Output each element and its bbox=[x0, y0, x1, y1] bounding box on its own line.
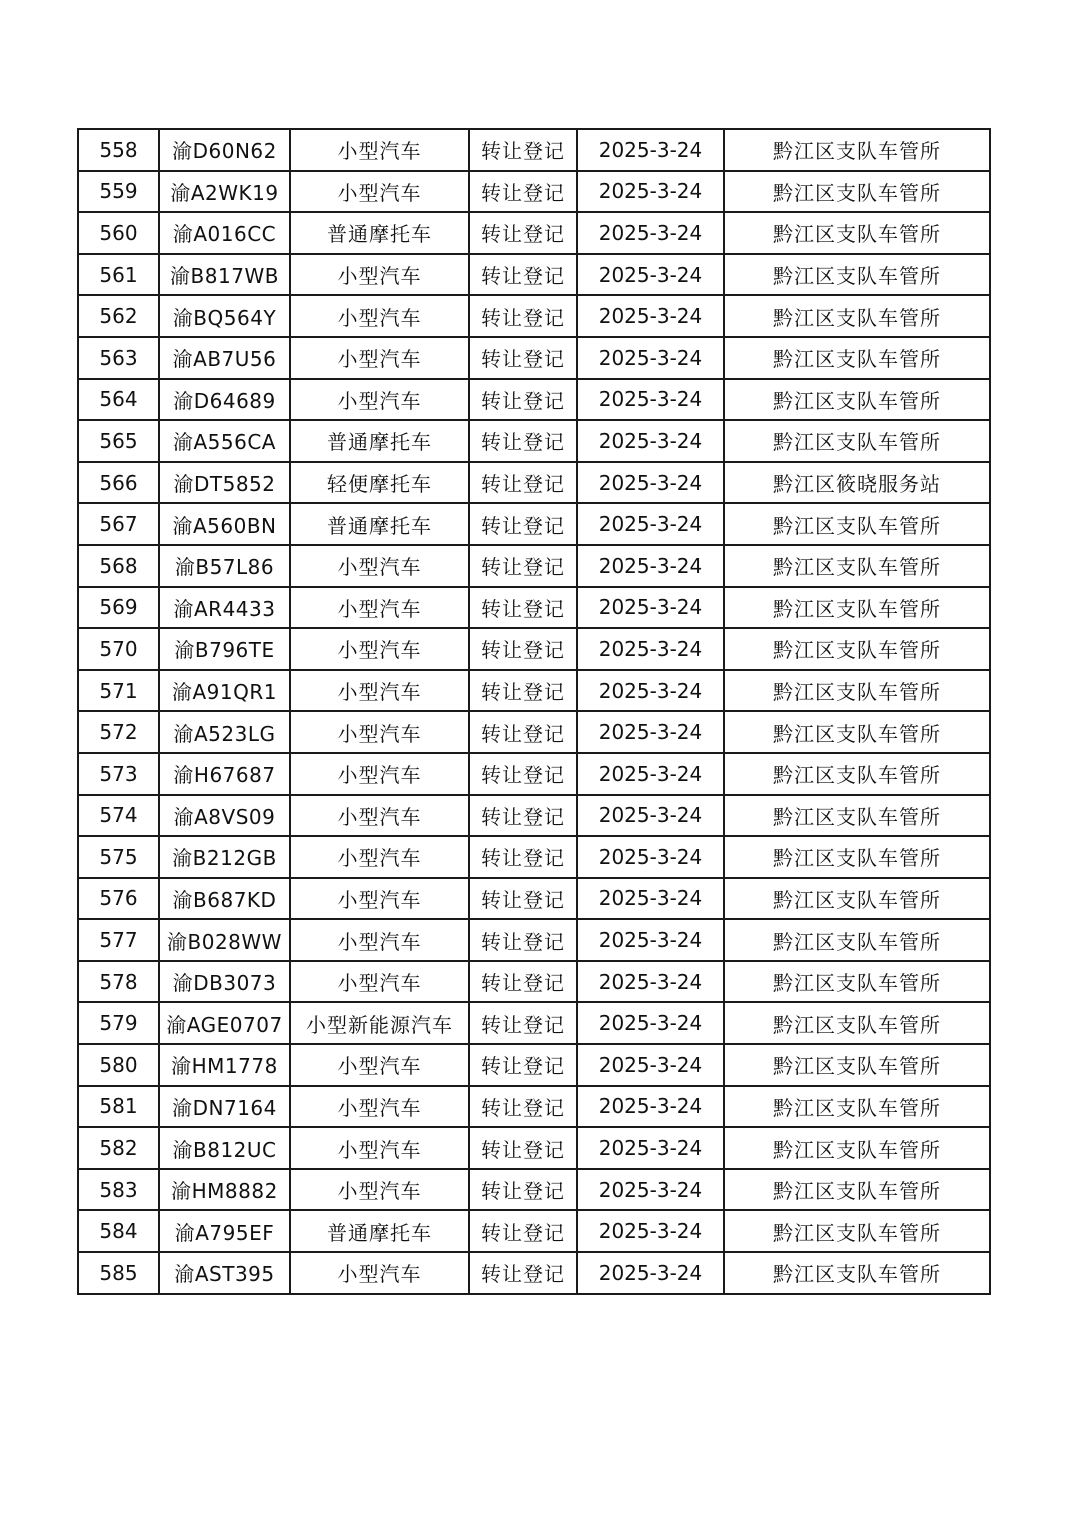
cell-business-type: 转让登记 bbox=[469, 129, 577, 171]
cell-office: 黔江区支队车管所 bbox=[724, 212, 990, 254]
cell-office: 黔江区支队车管所 bbox=[724, 503, 990, 545]
cell-business-type: 转让登记 bbox=[469, 670, 577, 712]
cell-plate-number: 渝A91QR1 bbox=[159, 670, 290, 712]
cell-vehicle-type: 小型新能源汽车 bbox=[290, 1002, 469, 1044]
cell-vehicle-type: 小型汽车 bbox=[290, 878, 469, 920]
cell-date: 2025-3-24 bbox=[577, 878, 724, 920]
cell-date: 2025-3-24 bbox=[577, 628, 724, 670]
cell-business-type: 转让登记 bbox=[469, 295, 577, 337]
cell-date: 2025-3-24 bbox=[577, 420, 724, 462]
cell-business-type: 转让登记 bbox=[469, 961, 577, 1003]
cell-plate-number: 渝AST395 bbox=[159, 1252, 290, 1294]
cell-plate-number: 渝A523LG bbox=[159, 711, 290, 753]
table-row bbox=[78, 961, 990, 1003]
cell-date: 2025-3-24 bbox=[577, 795, 724, 837]
cell-office: 黔江区支队车管所 bbox=[724, 1252, 990, 1294]
table-row bbox=[78, 254, 990, 296]
cell-plate-number: 渝AR4433 bbox=[159, 587, 290, 629]
cell-plate-number: 渝A795EF bbox=[159, 1210, 290, 1252]
cell-vehicle-type: 小型汽车 bbox=[290, 295, 469, 337]
cell-plate-number: 渝DN7164 bbox=[159, 1086, 290, 1128]
cell-business-type: 转让登记 bbox=[469, 1086, 577, 1128]
cell-plate-number: 渝H67687 bbox=[159, 753, 290, 795]
cell-business-type: 转让登记 bbox=[469, 420, 577, 462]
cell-plate-number: 渝AB7U56 bbox=[159, 337, 290, 379]
cell-serial-number: 572 bbox=[78, 711, 159, 753]
cell-plate-number: 渝B028WW bbox=[159, 919, 290, 961]
cell-office: 黔江区支队车管所 bbox=[724, 961, 990, 1003]
cell-office: 黔江区支队车管所 bbox=[724, 1127, 990, 1169]
cell-plate-number: 渝AGE0707 bbox=[159, 1002, 290, 1044]
cell-date: 2025-3-24 bbox=[577, 1044, 724, 1086]
cell-office: 黔江区支队车管所 bbox=[724, 171, 990, 213]
table-row bbox=[78, 295, 990, 337]
cell-office: 黔江区支队车管所 bbox=[724, 628, 990, 670]
table-row bbox=[78, 503, 990, 545]
cell-serial-number: 576 bbox=[78, 878, 159, 920]
table-row bbox=[78, 1127, 990, 1169]
cell-business-type: 转让登记 bbox=[469, 1127, 577, 1169]
cell-vehicle-type: 轻便摩托车 bbox=[290, 462, 469, 504]
cell-office: 黔江区支队车管所 bbox=[724, 670, 990, 712]
table-row bbox=[78, 171, 990, 213]
cell-business-type: 转让登记 bbox=[469, 1044, 577, 1086]
cell-business-type: 转让登记 bbox=[469, 171, 577, 213]
cell-serial-number: 563 bbox=[78, 337, 159, 379]
cell-date: 2025-3-24 bbox=[577, 212, 724, 254]
cell-date: 2025-3-24 bbox=[577, 1127, 724, 1169]
cell-office: 黔江区支队车管所 bbox=[724, 919, 990, 961]
cell-serial-number: 573 bbox=[78, 753, 159, 795]
cell-vehicle-type: 小型汽车 bbox=[290, 1086, 469, 1128]
cell-plate-number: 渝B57L86 bbox=[159, 545, 290, 587]
table-row bbox=[78, 670, 990, 712]
cell-serial-number: 566 bbox=[78, 462, 159, 504]
table-row bbox=[78, 1044, 990, 1086]
cell-date: 2025-3-24 bbox=[577, 545, 724, 587]
cell-serial-number: 564 bbox=[78, 379, 159, 421]
cell-serial-number: 584 bbox=[78, 1210, 159, 1252]
cell-plate-number: 渝A560BN bbox=[159, 503, 290, 545]
cell-date: 2025-3-24 bbox=[577, 1252, 724, 1294]
cell-vehicle-type: 小型汽车 bbox=[290, 171, 469, 213]
cell-business-type: 转让登记 bbox=[469, 587, 577, 629]
cell-office: 黔江区支队车管所 bbox=[724, 711, 990, 753]
cell-vehicle-type: 小型汽车 bbox=[290, 919, 469, 961]
cell-office: 黔江区筱晓服务站 bbox=[724, 462, 990, 504]
cell-date: 2025-3-24 bbox=[577, 337, 724, 379]
cell-serial-number: 558 bbox=[78, 129, 159, 171]
cell-business-type: 转让登记 bbox=[469, 628, 577, 670]
cell-serial-number: 585 bbox=[78, 1252, 159, 1294]
cell-business-type: 转让登记 bbox=[469, 1169, 577, 1211]
cell-business-type: 转让登记 bbox=[469, 1210, 577, 1252]
cell-serial-number: 559 bbox=[78, 171, 159, 213]
cell-date: 2025-3-24 bbox=[577, 670, 724, 712]
cell-vehicle-type: 小型汽车 bbox=[290, 961, 469, 1003]
cell-serial-number: 569 bbox=[78, 587, 159, 629]
cell-office: 黔江区支队车管所 bbox=[724, 1002, 990, 1044]
cell-date: 2025-3-24 bbox=[577, 919, 724, 961]
cell-vehicle-type: 小型汽车 bbox=[290, 1252, 469, 1294]
cell-serial-number: 574 bbox=[78, 795, 159, 837]
cell-plate-number: 渝HM8882 bbox=[159, 1169, 290, 1211]
cell-date: 2025-3-24 bbox=[577, 587, 724, 629]
table-row bbox=[78, 379, 990, 421]
cell-plate-number: 渝A2WK19 bbox=[159, 171, 290, 213]
table-row bbox=[78, 753, 990, 795]
cell-serial-number: 577 bbox=[78, 919, 159, 961]
cell-plate-number: 渝DT5852 bbox=[159, 462, 290, 504]
cell-vehicle-type: 小型汽车 bbox=[290, 337, 469, 379]
cell-date: 2025-3-24 bbox=[577, 171, 724, 213]
cell-date: 2025-3-24 bbox=[577, 711, 724, 753]
cell-date: 2025-3-24 bbox=[577, 1169, 724, 1211]
cell-date: 2025-3-24 bbox=[577, 961, 724, 1003]
cell-vehicle-type: 小型汽车 bbox=[290, 711, 469, 753]
cell-office: 黔江区支队车管所 bbox=[724, 836, 990, 878]
cell-office: 黔江区支队车管所 bbox=[724, 379, 990, 421]
cell-vehicle-type: 小型汽车 bbox=[290, 670, 469, 712]
cell-serial-number: 580 bbox=[78, 1044, 159, 1086]
cell-office: 黔江区支队车管所 bbox=[724, 1044, 990, 1086]
cell-vehicle-type: 普通摩托车 bbox=[290, 1210, 469, 1252]
cell-plate-number: 渝B212GB bbox=[159, 836, 290, 878]
cell-vehicle-type: 小型汽车 bbox=[290, 836, 469, 878]
cell-business-type: 转让登记 bbox=[469, 337, 577, 379]
table-row bbox=[78, 462, 990, 504]
cell-date: 2025-3-24 bbox=[577, 1086, 724, 1128]
vehicle-transfer-table bbox=[77, 128, 991, 1295]
cell-serial-number: 570 bbox=[78, 628, 159, 670]
table-body bbox=[78, 129, 990, 1294]
cell-serial-number: 575 bbox=[78, 836, 159, 878]
cell-business-type: 转让登记 bbox=[469, 462, 577, 504]
cell-vehicle-type: 小型汽车 bbox=[290, 379, 469, 421]
cell-date: 2025-3-24 bbox=[577, 254, 724, 296]
table-row bbox=[78, 420, 990, 462]
cell-business-type: 转让登记 bbox=[469, 878, 577, 920]
cell-business-type: 转让登记 bbox=[469, 379, 577, 421]
cell-plate-number: 渝BQ564Y bbox=[159, 295, 290, 337]
cell-serial-number: 571 bbox=[78, 670, 159, 712]
table-row bbox=[78, 1169, 990, 1211]
cell-business-type: 转让登记 bbox=[469, 254, 577, 296]
cell-business-type: 转让登记 bbox=[469, 711, 577, 753]
table-row bbox=[78, 836, 990, 878]
cell-date: 2025-3-24 bbox=[577, 753, 724, 795]
cell-date: 2025-3-24 bbox=[577, 1002, 724, 1044]
table-row bbox=[78, 795, 990, 837]
cell-serial-number: 578 bbox=[78, 961, 159, 1003]
cell-date: 2025-3-24 bbox=[577, 295, 724, 337]
cell-plate-number: 渝D60N62 bbox=[159, 129, 290, 171]
cell-business-type: 转让登记 bbox=[469, 753, 577, 795]
cell-office: 黔江区支队车管所 bbox=[724, 129, 990, 171]
cell-business-type: 转让登记 bbox=[469, 795, 577, 837]
cell-serial-number: 565 bbox=[78, 420, 159, 462]
cell-serial-number: 582 bbox=[78, 1127, 159, 1169]
cell-vehicle-type: 小型汽车 bbox=[290, 753, 469, 795]
cell-business-type: 转让登记 bbox=[469, 212, 577, 254]
cell-vehicle-type: 小型汽车 bbox=[290, 254, 469, 296]
cell-date: 2025-3-24 bbox=[577, 836, 724, 878]
cell-business-type: 转让登记 bbox=[469, 1252, 577, 1294]
cell-plate-number: 渝DB3073 bbox=[159, 961, 290, 1003]
cell-serial-number: 568 bbox=[78, 545, 159, 587]
cell-plate-number: 渝D64689 bbox=[159, 379, 290, 421]
cell-serial-number: 560 bbox=[78, 212, 159, 254]
table-row bbox=[78, 919, 990, 961]
cell-office: 黔江区支队车管所 bbox=[724, 545, 990, 587]
table-row bbox=[78, 1210, 990, 1252]
table-row bbox=[78, 212, 990, 254]
cell-date: 2025-3-24 bbox=[577, 129, 724, 171]
cell-vehicle-type: 小型汽车 bbox=[290, 1044, 469, 1086]
cell-date: 2025-3-24 bbox=[577, 379, 724, 421]
cell-vehicle-type: 小型汽车 bbox=[290, 129, 469, 171]
cell-office: 黔江区支队车管所 bbox=[724, 587, 990, 629]
cell-vehicle-type: 小型汽车 bbox=[290, 1169, 469, 1211]
cell-vehicle-type: 普通摩托车 bbox=[290, 420, 469, 462]
cell-office: 黔江区支队车管所 bbox=[724, 420, 990, 462]
cell-serial-number: 579 bbox=[78, 1002, 159, 1044]
table-row bbox=[78, 129, 990, 171]
cell-vehicle-type: 普通摩托车 bbox=[290, 212, 469, 254]
cell-vehicle-type: 小型汽车 bbox=[290, 545, 469, 587]
cell-serial-number: 562 bbox=[78, 295, 159, 337]
cell-date: 2025-3-24 bbox=[577, 503, 724, 545]
table-row bbox=[78, 587, 990, 629]
cell-office: 黔江区支队车管所 bbox=[724, 337, 990, 379]
cell-vehicle-type: 小型汽车 bbox=[290, 795, 469, 837]
cell-office: 黔江区支队车管所 bbox=[724, 1086, 990, 1128]
cell-plate-number: 渝B687KD bbox=[159, 878, 290, 920]
cell-plate-number: 渝HM1778 bbox=[159, 1044, 290, 1086]
cell-vehicle-type: 小型汽车 bbox=[290, 628, 469, 670]
cell-plate-number: 渝B817WB bbox=[159, 254, 290, 296]
cell-vehicle-type: 小型汽车 bbox=[290, 587, 469, 629]
cell-business-type: 转让登记 bbox=[469, 919, 577, 961]
table-row bbox=[78, 1002, 990, 1044]
cell-business-type: 转让登记 bbox=[469, 836, 577, 878]
table-row bbox=[78, 628, 990, 670]
cell-serial-number: 561 bbox=[78, 254, 159, 296]
cell-office: 黔江区支队车管所 bbox=[724, 254, 990, 296]
table-row bbox=[78, 545, 990, 587]
cell-vehicle-type: 普通摩托车 bbox=[290, 503, 469, 545]
cell-serial-number: 567 bbox=[78, 503, 159, 545]
cell-plate-number: 渝B796TE bbox=[159, 628, 290, 670]
cell-plate-number: 渝B812UC bbox=[159, 1127, 290, 1169]
cell-office: 黔江区支队车管所 bbox=[724, 878, 990, 920]
table-row bbox=[78, 337, 990, 379]
cell-plate-number: 渝A556CA bbox=[159, 420, 290, 462]
cell-office: 黔江区支队车管所 bbox=[724, 753, 990, 795]
table-row bbox=[78, 711, 990, 753]
cell-office: 黔江区支队车管所 bbox=[724, 795, 990, 837]
cell-business-type: 转让登记 bbox=[469, 545, 577, 587]
cell-office: 黔江区支队车管所 bbox=[724, 1169, 990, 1211]
table-row bbox=[78, 878, 990, 920]
cell-office: 黔江区支队车管所 bbox=[724, 1210, 990, 1252]
cell-date: 2025-3-24 bbox=[577, 1210, 724, 1252]
cell-office: 黔江区支队车管所 bbox=[724, 295, 990, 337]
cell-plate-number: 渝A8VS09 bbox=[159, 795, 290, 837]
cell-business-type: 转让登记 bbox=[469, 1002, 577, 1044]
cell-serial-number: 583 bbox=[78, 1169, 159, 1211]
cell-vehicle-type: 小型汽车 bbox=[290, 1127, 469, 1169]
table-row bbox=[78, 1252, 990, 1294]
cell-plate-number: 渝A016CC bbox=[159, 212, 290, 254]
table-row bbox=[78, 1086, 990, 1128]
cell-serial-number: 581 bbox=[78, 1086, 159, 1128]
cell-date: 2025-3-24 bbox=[577, 462, 724, 504]
cell-business-type: 转让登记 bbox=[469, 503, 577, 545]
